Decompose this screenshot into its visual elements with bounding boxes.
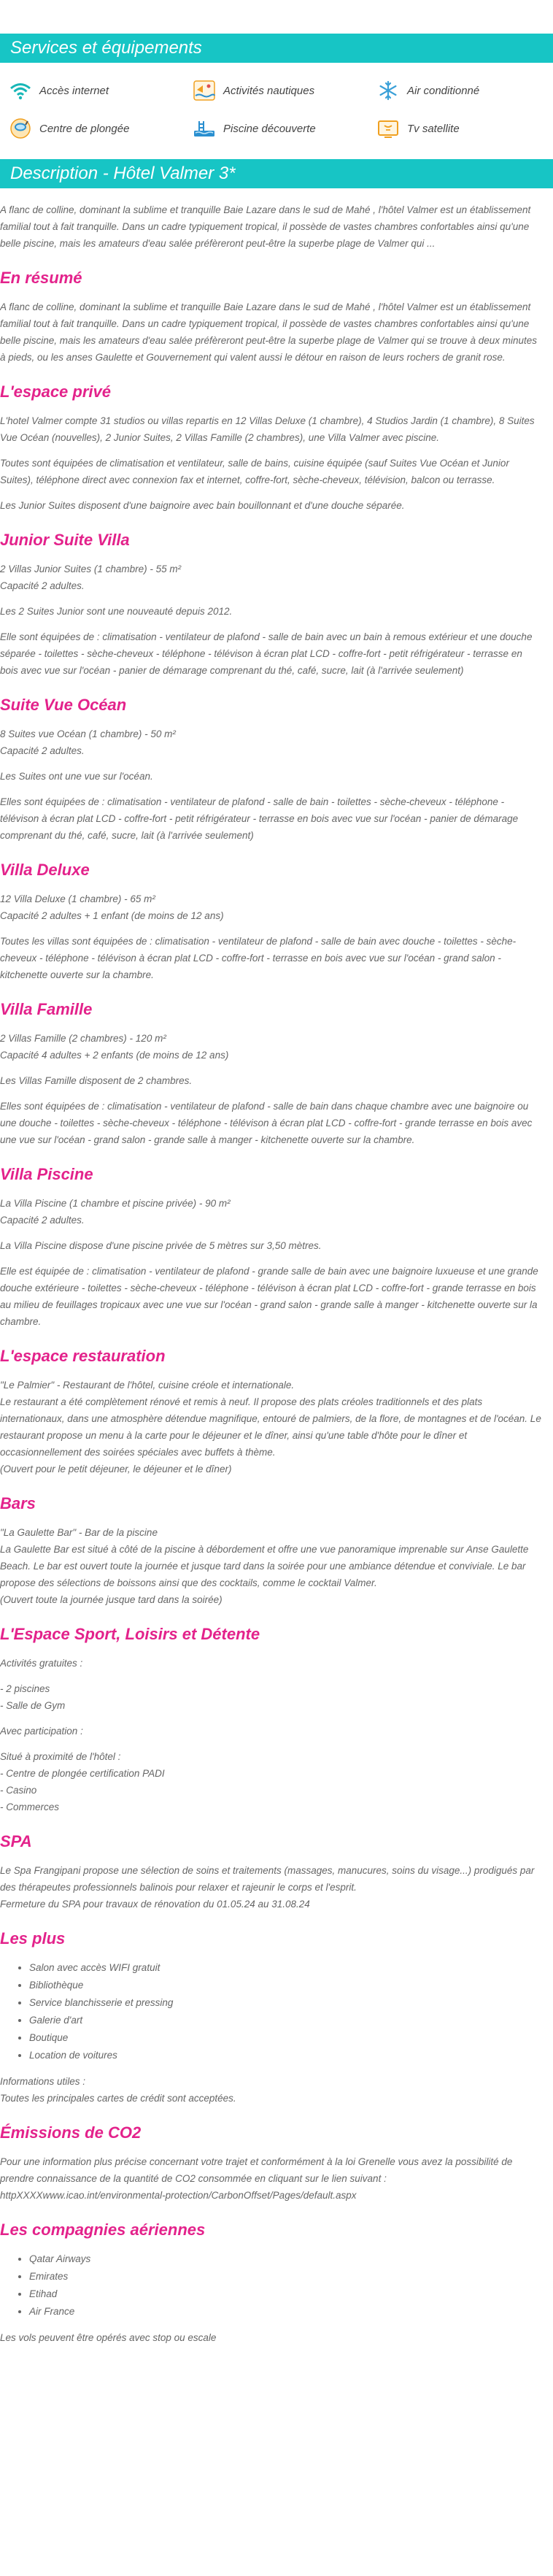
sport-paid-label: Avec participation : xyxy=(0,1726,83,1737)
water-sports-icon xyxy=(191,79,217,102)
heading-villa-deluxe: Villa Deluxe xyxy=(0,861,90,879)
spa-closure-note: Fermeture du SPA pour travaux de rénovation du 01.05.24 au 31.08.24 xyxy=(0,1899,310,1910)
sport-nearby-item: - Casino xyxy=(0,1785,37,1796)
heading-sport: L'Espace Sport, Loisirs et Détente xyxy=(0,1625,260,1643)
bar-hours: (Ouvert toute la journée jusque tard dans la soirée) xyxy=(0,1594,223,1605)
bar-name: "La Gaulette Bar" - Bar de la piscine xyxy=(0,1527,158,1538)
list-item: • Salon avec accès WIFI gratuit xyxy=(29,1959,543,1977)
sport-free-item: - Salle de Gym xyxy=(0,1700,66,1711)
amenity-label: Centre de plongée xyxy=(39,122,130,135)
list-item: • Emirates xyxy=(29,2268,543,2285)
heading-co2: Émissions de CO2 xyxy=(0,2123,142,2142)
amenity-label: Air conditionné xyxy=(407,84,480,97)
list-item: • Air France xyxy=(29,2303,543,2321)
ocean-text-3: Elles sont équipées de : climatisation - ventilateur de plafond - salle de bain - toilettes - sèche-cheveux - téléphone - télévison à écran plat LCD - coffre-fort - petit réfrigérateur - terrasse en bois avec vue sur l'océan - panier de démarage comprenant du thé, café, sucre, lait (à l'arrivée seulement) xyxy=(0,796,519,841)
ocean-text-1 xyxy=(0,726,543,759)
airlines-note: Les vols peuvent être opérés avec stop ou escale xyxy=(0,2332,217,2343)
diving-icon xyxy=(7,117,34,140)
prive-text-3: Les Junior Suites disposent d'une baignoire avec bain bouillonnant et d'une douche séparée. xyxy=(0,500,405,511)
prive-text-1: L'hotel Valmer compte 31 studios ou villas repartis en 12 Villas Deluxe (1 chambre), 4 Studios Jardin (1 chambre), 8 Suites Vue Océan (nouvelles), 2 Junior Suites, 2 Villas Famille (2 chambres), une Villa Valmer avec piscine. xyxy=(0,415,535,443)
heading-restauration: L'espace restauration xyxy=(0,1347,166,1365)
services-title: Services et équipements xyxy=(10,38,202,58)
list-item: • Galerie d'art xyxy=(29,2012,543,2029)
list-item: • Service blanchisserie et pressing xyxy=(29,1994,543,2012)
list-item: • Etihad xyxy=(29,2285,543,2303)
snowflake-icon xyxy=(375,79,401,102)
useful-info-label: Informations utiles : xyxy=(0,2076,86,2087)
pool-icon xyxy=(191,117,217,140)
sport-nearby-label: Situé à proximité de l'hôtel : xyxy=(0,1751,121,1762)
heading-villa-piscine: Villa Piscine xyxy=(0,1165,93,1183)
heading-bars: Bars xyxy=(0,1494,36,1512)
useful-info xyxy=(0,2073,543,2107)
spa-description: Le Spa Frangipani propose une sélection de soins et traitements (massages, manucures, soins du visage...) prodigués par des thérapeutes professionnels balinois pour relaxer et rajeunir le corps et l'esprit. xyxy=(0,1865,535,1893)
prive-text-2: Toutes sont équipées de climatisation et ventilateur, salle de bains, cuisine équipée (sauf Suites Vue Océan et Junior Suites), téléphone direct avec connexion fax et internet, coffre-fort, sèche-cheveux, télévision, balcon ou terrasse. xyxy=(0,458,509,485)
ocean-text-2: Les Suites ont une vue sur l'océan. xyxy=(0,771,153,782)
deluxe-text-2: Toutes les villas sont équipées de : climatisation - ventilateur de plafond - salle de bain avec douche - toilettes - sèche-cheveux - téléphone - télévison à écran plat LCD - coffre-fort - terrasse en bois avec vue sur l'océan - grand salon - kitchenette ouverte sur la chambre. xyxy=(0,936,517,980)
amenity-air-conditioning xyxy=(375,79,550,102)
ocean-capacity: Capacité 2 adultes. xyxy=(0,745,85,756)
resto-hours: (Ouvert pour le petit déjeuner, le déjeuner et le dîner) xyxy=(0,1464,232,1475)
bar-description: La Gaulette Bar est situé à côté de la piscine à débordement et offre une vue panoramique imprenable sur Anse Gaulette Beach. Le bar est ouvert toute la journée et jusque tard dans la soirée pour une ambiance détendue et conviviale. Le bar propose des sélections de boissons ainsi que des cocktails, comme le cocktail Valmer. xyxy=(0,1544,529,1588)
heading-les-plus: Les plus xyxy=(0,1929,66,1948)
airlines-list xyxy=(0,2250,543,2321)
amenity-label: Accès internet xyxy=(39,84,109,97)
piscine-text-3: Elle est équipée de : climatisation - ventilateur de plafond - grande salle de bain avec une baignoire luxueuse et une grande douche extérieure - toilettes - sèche-cheveux - téléphone - télévison à écran plat LCD - coffre-fort - grande terrasse en bois au milieu de feuillages tropicaux avec une vue sur l'océan - grand salon - grande salle à manger - kitchenette ouverte sur la chambre. xyxy=(0,1266,538,1327)
intro-text: A flanc de colline, dominant la sublime et tranquille Baie Lazare dans le sud de Mahé , l'hôtel Valmer est un établissement familial tout à fait tranquille. Dans un cadre typiquement tropical, il possède de vastes chambres confortables ainsi qu'une belle piscine, mais les amateurs d'eau salée préfèreront peut-être la superbe plage de Valmer qui ... xyxy=(0,204,531,249)
list-item: • Qatar Airways xyxy=(29,2250,543,2268)
amenity-label: Piscine découverte xyxy=(223,122,316,135)
resto-text xyxy=(0,1377,543,1477)
deluxe-text-1 xyxy=(0,891,543,924)
wifi-icon xyxy=(7,79,34,102)
heading-villa-famille: Villa Famille xyxy=(0,1000,93,1018)
junior-text-2: Les 2 Suites Junior sont une nouveauté depuis 2012. xyxy=(0,606,233,617)
description-body xyxy=(0,188,553,2346)
useful-info-text: Toutes les principales cartes de crédit sont acceptées. xyxy=(0,2093,236,2104)
amenity-diving-center xyxy=(7,117,191,140)
famille-text-3: Elles sont équipées de : climatisation - ventilateur de plafond - salle de bain dans chaque chambre avec une baignoire ou une douche - toilettes - sèche-cheveux - téléphone - télévison à écran plat LCD - coffre-fort - grande terrasse en bois avec une vue sur l'océan - grand salon - grande salle à manger - kitchenette ouverte sur la chambre. xyxy=(0,1101,533,1145)
amenity-water-sports xyxy=(191,79,375,102)
famille-text-2: Les Villas Famille disposent de 2 chambres. xyxy=(0,1075,193,1086)
resto-description: Le restaurant a été complètement rénové et remis à neuf. Il propose des plats créoles traditionnels et des plats internationaux, dans une atmosphère détendue magnifique, entouré de palmiers, de la flore, de montagnes et de l'océan. Le restaurant propose un menu à la carte pour le déjeuner et le dîner, ainsi qu'une table d'hôte pour le dîner et occasionnellement des soirées spéciales avec buffets à thème. xyxy=(0,1396,541,1458)
list-item: • Boutique xyxy=(29,2029,543,2047)
spa-text xyxy=(0,1862,543,1912)
sport-nearby-list xyxy=(0,1748,543,1815)
piscine-text-2: La Villa Piscine dispose d'une piscine privée de 5 mètres sur 3,50 mètres. xyxy=(0,1240,322,1251)
co2-text: Pour une information plus précise concernant votre trajet et conformément à la loi Grenelle vous avez la possibilité de prendre connaissance de la quantité de CO2 consommée en cliquant sur le lien suivant : httpXXXXwww.icao.int/environmental-protection/CarbonOffset/Pages/default.aspx xyxy=(0,2156,513,2201)
amenity-label: Activités nautiques xyxy=(223,84,315,97)
description-title: Description - Hôtel Valmer 3* xyxy=(10,164,236,183)
deluxe-capacity: Capacité 2 adultes + 1 enfant (de moins de 12 ans) xyxy=(0,910,224,921)
piscine-size: La Villa Piscine (1 chambre et piscine privée) - 90 m² xyxy=(0,1198,231,1209)
junior-text-1 xyxy=(0,561,543,594)
famille-text-1 xyxy=(0,1030,543,1064)
amenity-satellite-tv xyxy=(375,117,550,140)
plus-list xyxy=(0,1959,543,2064)
piscine-capacity: Capacité 2 adultes. xyxy=(0,1215,85,1226)
bars-text xyxy=(0,1524,543,1608)
sport-nearby-item: - Centre de plongée certification PADI xyxy=(0,1768,165,1779)
services-banner xyxy=(0,34,553,63)
amenity-label: Tv satellite xyxy=(407,122,460,135)
heading-resume: En résumé xyxy=(0,269,82,287)
amenities-grid xyxy=(0,63,553,159)
amenity-outdoor-pool xyxy=(191,117,375,140)
piscine-text-1 xyxy=(0,1195,543,1229)
junior-text-3: Elle sont équipées de : climatisation - ventilateur de plafond - salle de bain avec un bain à remous extérieur et une douche séparée - toilettes - sèche-cheveux - téléphone - télévison à écran plat LCD - coffre-fort - petit réfrigérateur - terrasse en bois avec vue sur l'océan - panier de démarage comprenant du thé, café, sucre, lait (à l'arrivée seulement) xyxy=(0,631,533,676)
heading-ocean-suite: Suite Vue Océan xyxy=(0,696,127,714)
sport-nearby-item: - Commerces xyxy=(0,1802,60,1812)
sport-free-label: Activités gratuites : xyxy=(0,1658,83,1669)
resume-text: A flanc de colline, dominant la sublime et tranquille Baie Lazare dans le sud de Mahé , l'hôtel Valmer est un établissement familial tout à fait tranquille. Dans un cadre typiquement tropical, il possède de vastes chambres confortables ainsi qu'une belle piscine, mais les amateurs d'eau salée préfèreront peut-être la superbe plage de Valmer qui se trouve à deux minutes à pieds, ou les anses Gaulette et Gouvernement qui valent aussi le détour en raison de leurs rochers de granit rose. xyxy=(0,301,537,363)
junior-size: 2 Villas Junior Suites (1 chambre) - 55 m² xyxy=(0,564,182,574)
description-banner xyxy=(0,159,553,188)
resto-name: "Le Palmier" - Restaurant de l'hôtel, cuisine créole et internationale. xyxy=(0,1380,295,1391)
ocean-size: 8 Suites vue Océan (1 chambre) - 50 m² xyxy=(0,728,176,739)
heading-airlines: Les compagnies aériennes xyxy=(0,2221,206,2239)
amenity-internet xyxy=(7,79,191,102)
heading-spa: SPA xyxy=(0,1832,32,1850)
heading-prive: L'espace privé xyxy=(0,382,111,401)
list-item: • Location de voitures xyxy=(29,2047,543,2064)
sport-free-list xyxy=(0,1680,543,1714)
heading-junior-suite: Junior Suite Villa xyxy=(0,531,130,549)
tv-icon xyxy=(375,117,401,140)
list-item: • Bibliothèque xyxy=(29,1977,543,1994)
famille-capacity: Capacité 4 adultes + 2 enfants (de moins de 12 ans) xyxy=(0,1050,229,1061)
famille-size: 2 Villas Famille (2 chambres) - 120 m² xyxy=(0,1033,166,1044)
junior-capacity: Capacité 2 adultes. xyxy=(0,580,85,591)
sport-free-item: - 2 piscines xyxy=(0,1683,50,1694)
deluxe-size: 12 Villa Deluxe (1 chambre) - 65 m² xyxy=(0,893,155,904)
